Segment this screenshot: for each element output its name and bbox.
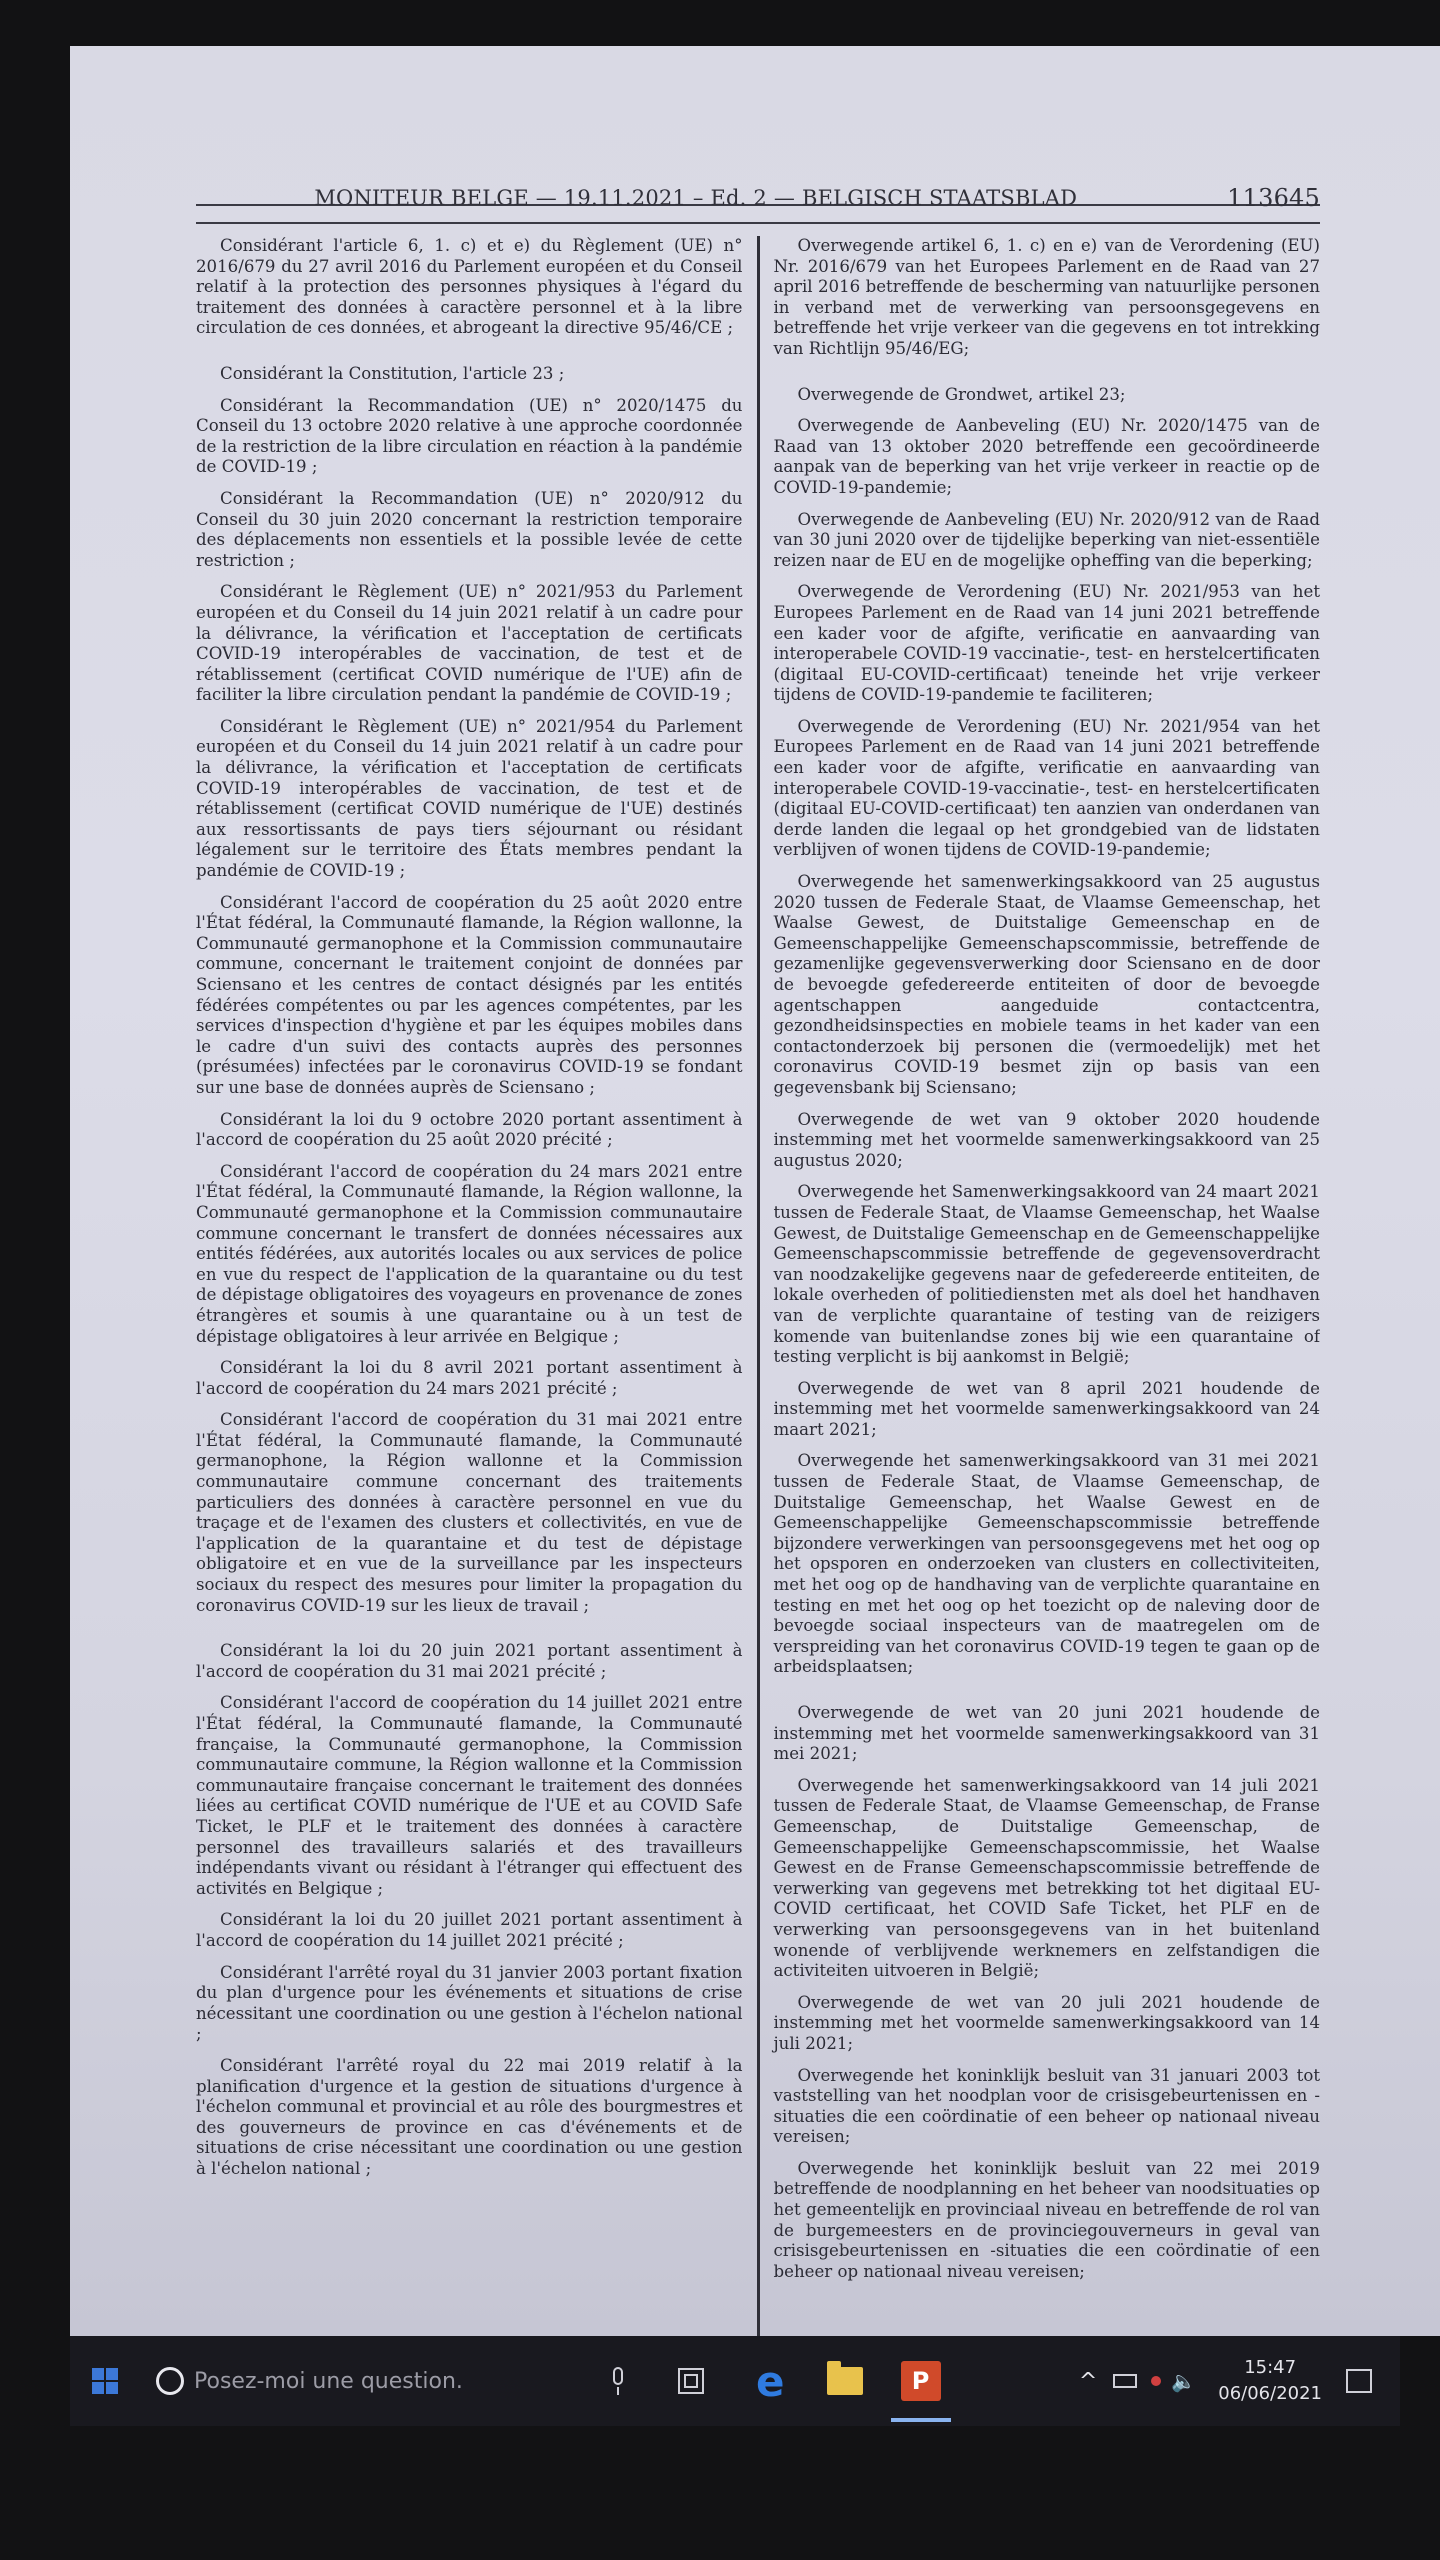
fr-paragraph: Considérant l'accord de coopération du 25 août 2020 entre l'État fédéral, la Communauté flamande, la Région wallonne, la Communauté germanophone et la Commission communautaire commune, concernant le traitement conjoint de données par Sciensano et les centres de contact désignés par les entités fédérées compétentes ou par les agences compétentes, par les services d'inspection d'hygiène et par les équipes mobiles dans le cadre d'un suivi des contacts auprès des personnes (présumées) infectées par le coronavirus COVID-19 se fondant sur une base de données auprès de Sciensano ; — [196, 892, 743, 1097]
dutch-column — [760, 236, 1321, 2336]
clock-time: 15:47 — [1244, 2357, 1297, 2378]
fr-paragraph: Considérant la loi du 20 juillet 2021 portant assentiment à l'accord de coopération du 14 juillet 2021 précité ; — [196, 1910, 743, 1950]
nl-paragraph: Overwegende de wet van 9 oktober 2020 houdende instemming met het voormelde samenwerkingsakkoord van 25 augustus 2020; — [773, 1109, 1320, 1170]
nl-paragraph: Overwegende de Verordening (EU) Nr. 2021/953 van het Europees Parlement en de Raad van 14 juni 2021 betreffende een kader voor de afgifte, verificatie en aanvaarding van interoperabele COVID-19 vaccinatie-, test- en herstelcertificaten (digitaal EU-COVID-certificaat) teneinde het vrije verkeer tijdens de COVID-19-pandemie te faciliteren; — [773, 582, 1320, 705]
french-column — [196, 236, 757, 2336]
nl-paragraph: Overwegende het samenwerkingsakkoord van 14 juli 2021 tussen de Federale Staat, de Vlaamse Gemeenschap, de Franse Gemeenschap, de Duitstalige Gemeenschap, de Gemeenschappelijke Gemeenschapscommissie, het Waalse Gewest en de Franse Gemeenschapscommissie betreffende de verwerking van gegevens met betrekking tot het digitaal EU-COVID certificaat, het COVID Safe Ticket, het PLF en de verwerking van persoonsgegevens van in het buitenland wonende of verblijvende werknemers en zelfstandigen die activiteiten uitvoeren in België; — [773, 1775, 1320, 1981]
two-column-body — [196, 236, 1320, 2336]
file-explorer-icon[interactable] — [827, 2367, 863, 2395]
fr-paragraph: Considérant l'article 6, 1. c) et e) du Règlement (UE) n° 2016/679 du 27 avril 2016 du Parlement européen et du Conseil relatif à la protection des personnes physiques à l'égard du traitement des données à caractère personnel et à la libre circulation de ces données, et abrogeant la directive 95/46/CE ; — [196, 236, 743, 338]
fr-paragraph: Considérant l'arrêté royal du 31 janvier 2003 portant fixation du plan d'urgence pour les événements et situations de crise nécessitant une coordination ou une gestion à l'échelon national ; — [196, 1962, 743, 2044]
powerpoint-taskbar-item[interactable] — [901, 2336, 941, 2426]
powerpoint-icon: P — [901, 2361, 941, 2401]
fr-paragraph: Considérant la loi du 8 avril 2021 portant assentiment à l'accord de coopération du 24 mars 2021 précité ; — [196, 1358, 743, 1398]
nl-paragraph: Overwegende de wet van 20 juni 2021 houdende de instemming met het voormelde samenwerkingsakkoord van 31 mei 2021; — [773, 1703, 1320, 1764]
nl-paragraph: Overwegende de Aanbeveling (EU) Nr. 2020/1475 van de Raad van 13 oktober 2020 betreffende een gecoördineerde aanpak van de beperking van het vrije verkeer in reactie op de COVID-19-pandemie; — [773, 416, 1320, 497]
fr-paragraph: Considérant la Recommandation (UE) n° 2020/912 du Conseil du 30 juin 2020 concernant la restriction temporaire des déplacements non essentiels et la possible levée de cette restriction ; — [196, 488, 743, 570]
fr-paragraph: Considérant l'arrêté royal du 22 mai 2019 relatif à la planification d'urgence et la gestion de situations d'urgence à l'échelon communal et provincial et au rôle des bourgmestres et des gouverneurs de province en cas d'événements et de situations de crise nécessitant une coordination ou une gestion à l'échelon national ; — [196, 2055, 743, 2178]
header-title: MONITEUR BELGE — 19.11.2021 – Ed. 2 — BELGISCH STAATSBLAD — [314, 186, 1078, 210]
start-button[interactable] — [70, 2336, 140, 2426]
nl-paragraph: Overwegende het koninklijk besluit van 22 mei 2019 betreffende de noodplanning en het beheer van noodsituaties op het gemeentelijk en provinciaal niveau en betreffende de rol van de burgemeesters en de provinciegouverneurs in geval van crisisgebeurtenissen en -situaties die een coördinatie of een beheer op nationaal niveau vereisen; — [773, 2158, 1320, 2281]
page-header — [196, 178, 1320, 218]
network-alert-icon[interactable] — [1151, 2376, 1161, 2386]
fr-paragraph: Considérant la Constitution, l'article 23 ; — [220, 363, 565, 383]
nl-paragraph: Overwegende de wet van 20 juli 2021 houdende de instemming met het voormelde samenwerkingsakkoord van 14 juli 2021; — [773, 1992, 1320, 2053]
nl-paragraph: Overwegende de Grondwet, artikel 23; — [797, 384, 1126, 404]
monitor-screen — [70, 46, 1440, 2336]
task-view-icon[interactable] — [678, 2368, 704, 2394]
fr-paragraph: Considérant le Règlement (UE) n° 2021/953 du Parlement européen et du Conseil du 14 juin 2021 relatif à un cadre pour la délivrance, la vérification et l'acceptation de certificats COVID-19 interopérables de vaccination, de test et de rétablissement (certificat COVID numérique de l'UE) afin de faciliter la libre circulation pendant la pandémie de COVID-19 ; — [196, 582, 743, 705]
gazette-page — [196, 154, 1320, 2334]
action-center-icon[interactable] — [1346, 2369, 1372, 2393]
header-rule-bottom — [196, 222, 1320, 224]
windows-taskbar — [70, 2336, 1400, 2426]
search-box[interactable]: Posez-moi une question. — [194, 2368, 463, 2394]
battery-icon[interactable] — [1113, 2374, 1137, 2388]
nl-paragraph: Overwegende de Verordening (EU) Nr. 2021/954 van het Europees Parlement en de Raad van 14 juni 2021 betreffende een kader voor de afgifte, verificatie en aanvaarding van interoperabele COVID-19-vaccinatie-, test- en herstelcertificaten (digitaal EU-COVID-certificaat) ten aanzien van onderdanen van derde landen die legaal op het grondgebied van de lidstaten verblijven of wonen tijdens de COVID-19-pandemie; — [773, 716, 1320, 860]
nl-paragraph: Overwegende artikel 6, 1. c) en e) van de Verordening (EU) Nr. 2016/679 van het Europees Parlement en de Raad van 27 april 2016 betreffende de bescherming van natuurlijke personen in verband met de verwerking van persoonsgegevens en betreffende het vrije verkeer van die gegevens en tot intrekking van Richtlijn 95/46/EG; — [773, 236, 1320, 358]
fr-paragraph: Considérant la loi du 20 juin 2021 portant assentiment à l'accord de coopération du 31 mai 2021 précité ; — [196, 1641, 743, 1681]
fr-paragraph: Considérant l'accord de coopération du 14 juillet 2021 entre l'État fédéral, la Communauté flamande, la Communauté française, la Communauté germanophone, la Commission communautaire commune, la Région wallonne et la Commission communautaire française concernant le traitement des données liées au certificat COVID numérique de l'UE et au COVID Safe Ticket, le PLF et le traitement des données à caractère personnel des travailleurs salariés et des travailleurs indépendants vivant ou résidant à l'étranger qui effectuent des activités en Belgique ; — [196, 1693, 743, 1898]
edge-browser-icon[interactable]: e — [756, 2356, 785, 2406]
nl-paragraph: Overwegende het koninklijk besluit van 31 januari 2003 tot vaststelling van het noodplan voor de crisisgebeurtenissen en -situaties die een coördinatie of een beheer op nationaal niveau vereisen; — [773, 2065, 1320, 2147]
clock-date: 06/06/2021 — [1218, 2383, 1322, 2404]
clock[interactable] — [1218, 2355, 1322, 2407]
fr-paragraph: Considérant l'accord de coopération du 24 mars 2021 entre l'État fédéral, la Communauté flamande, la Région wallonne, la Communauté germanophone et la Commission communautaire commune concernant le transfert de données nécessaires aux entités fédérées, aux autorités locales ou aux services de police en vue du respect de l'application de la quarantaine ou du test de dépistage obligatoires des voyageurs en provenance de zones étrangères et soumis à une quarantaine ou à un test de dépistage obligatoires à leur arrivée en Belgique ; — [196, 1161, 743, 1346]
fr-paragraph: Considérant l'accord de coopération du 31 mai 2021 entre l'État fédéral, la Communauté flamande, la Communauté germanophone, la Région wallonne et la Commission communautaire commune concernant des traitements particuliers des données à caractère personnel en vue du traçage et de l'examen des clusters et collectivités, en vue de l'application de la quarantaine et du test de dépistage obligatoire et en vue de la surveillance par les inspecteurs sociaux du respect des mesures pour limiter la propagation du coronavirus COVID-19 sur les lieux de travail ; — [196, 1410, 743, 1615]
fr-paragraph: Considérant le Règlement (UE) n° 2021/954 du Parlement européen et du Conseil du 14 juin 2021 relatif à un cadre pour la délivrance, la vérification et l'acceptation de certificats COVID-19 interopérables de vaccination, de test et de rétablissement (certificat COVID numérique de l'UE) destinés aux ressortissants de pays tiers séjournant ou résidant légalement sur le territoire des États membres pendant la pandémie de COVID-19 ; — [196, 716, 743, 881]
system-tray — [1079, 2355, 1400, 2407]
nl-paragraph: Overwegende de Aanbeveling (EU) Nr. 2020/912 van de Raad van 30 juni 2020 over de tijdelijke beperking van niet-essentiële reizen naar de EU en de mogelijke opheffing van die beperking; — [773, 509, 1320, 570]
nl-paragraph: Overwegende de wet van 8 april 2021 houdende de instemming met het voormelde samenwerkingsakkoord van 24 maart 2021; — [773, 1378, 1320, 1439]
nl-paragraph: Overwegende het samenwerkingsakkoord van 25 augustus 2020 tussen de Federale Staat, de Vlaamse Gemeenschap, het Waalse Gewest, de Duitstalige Gemeenschap en de Gemeenschappelijke Gemeenschapscommissie, betreffende de gezamenlijke gegevensverwerking door Sciensano en de door de bevoegde gefedereerde entiteiten of door de bevoegde agentschappen aangeduide contactcentra, gezondheidsinspecties en mobiele teams in het kader van een contactonderzoek bij personen die (vermoedelijk) met het coronavirus COVID-19 besmet zijn op basis van een gegevensbank bij Sciensano; — [773, 872, 1320, 1097]
nl-paragraph: Overwegende het samenwerkingsakkoord van 31 mei 2021 tussen de Federale Staat, de Vlaamse Gemeenschap, de Duitstalige Gemeenschap, het Waalse Gewest en de Gemeenschappelijke Gemeenschapscommissie betreffende bijzondere verwerkingen van persoonsgegevens met het oog op het opsporen en onderzoeken van clusters en collectiviteiten, met het oog op de handhaving van de verplichte quarantaine en testing en met het oog op het toezicht op de naleving door de bevoegde sociaal inspecteurs van de maatregelen om de verspreiding van het coronavirus COVID-19 tegen te gaan op de arbeidsplaatsen; — [773, 1451, 1320, 1677]
fr-paragraph: Considérant la loi du 9 octobre 2020 portant assentiment à l'accord de coopération du 25 août 2020 précité ; — [196, 1109, 743, 1150]
microphone-icon[interactable] — [610, 2367, 626, 2395]
fr-paragraph: Considérant la Recommandation (UE) n° 2020/1475 du Conseil du 13 octobre 2020 relative à une approche coordonnée de la restriction de la libre circulation en réaction à la pandémie de COVID-19 ; — [196, 395, 743, 477]
chevron-up-icon[interactable]: ^ — [1078, 2368, 1098, 2394]
volume-icon[interactable]: 🔈 — [1171, 2369, 1197, 2393]
nl-paragraph: Overwegende het Samenwerkingsakkoord van 24 maart 2021 tussen de Federale Staat, de Vlaamse Gemeenschap, het Waalse Gewest, de Duitstalige Gemeenschap en de Gemeenschappelijke Gemeenschapscommissie betreffende de gegevensoverdracht van noodzakelijke gegevens naar de gefedereerde entiteiten, de lokale overheden of politiediensten met als doel het handhaven van de verplichte quarantaine of testing van de reizigers komende van buitenlandse zones bij wie een quarantaine of testing verplicht is bij aankomst in België; — [773, 1182, 1320, 1367]
windows-logo-icon — [92, 2368, 118, 2394]
page-number: 113645 — [1227, 184, 1320, 212]
cortana-icon[interactable] — [156, 2367, 184, 2395]
